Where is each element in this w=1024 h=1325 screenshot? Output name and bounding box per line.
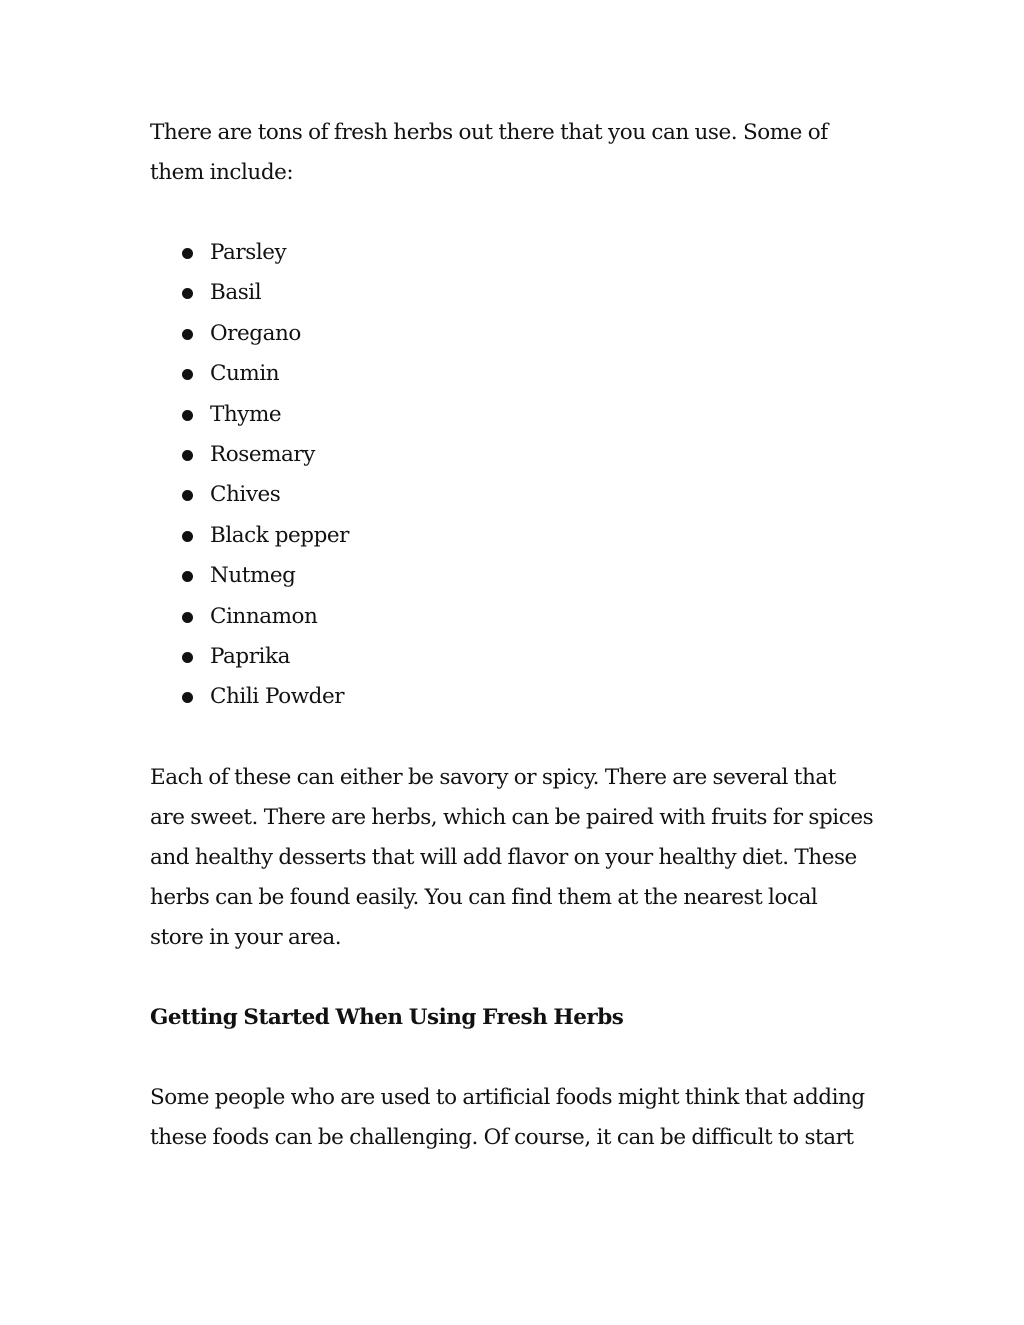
bullet-icon (182, 410, 193, 421)
herb-label: Chives (210, 482, 281, 508)
bullet-icon (182, 248, 193, 259)
intro-paragraph: There are tons of fresh herbs out there that you can use. Some of them include: (150, 120, 828, 185)
list-item (150, 435, 880, 475)
herb-label: Rosemary (210, 441, 315, 467)
bullet-icon (182, 329, 193, 340)
herb-label: Cinnamon (210, 603, 318, 629)
list-item (150, 556, 880, 596)
herb-label: Thyme (210, 401, 282, 427)
herb-label: Oregano (210, 320, 301, 346)
bullet-icon (182, 571, 193, 582)
bullet-icon (182, 450, 193, 461)
bullet-icon (182, 652, 193, 663)
bullet-icon (182, 531, 193, 542)
list-item (150, 677, 880, 717)
list-item (150, 354, 880, 394)
herb-label: Basil (210, 280, 262, 306)
herb-label: Nutmeg (210, 563, 296, 589)
bullet-icon (182, 288, 193, 299)
list-item (150, 314, 880, 354)
list-item (150, 597, 880, 637)
bullet-icon (182, 692, 193, 703)
list-item (150, 395, 880, 435)
document-page (150, 113, 880, 1158)
bullet-icon (182, 612, 193, 623)
herb-label: Parsley (210, 240, 287, 265)
list-item (150, 637, 880, 677)
herb-label: Chili Powder (210, 684, 345, 710)
flavor-paragraph: Each of these can either be savory or spicy. There are several that are sweet. There are herbs, which can be paired with fruits for spices and healthy desserts that will add flavor on your healthy diet. These herbs can be found easily. You can find them at the nearest local store in your area. (150, 764, 874, 950)
herb-list (150, 233, 880, 718)
list-item (150, 233, 880, 273)
list-item (150, 273, 880, 313)
section-heading: Getting Started When Using Fresh Herbs (150, 1004, 624, 1030)
herb-label: Paprika (210, 643, 290, 669)
herb-label: Black pepper (210, 522, 350, 548)
bullet-icon (182, 369, 193, 380)
section-paragraph: Some people who are used to artificial foods might think that adding these foods can be challenging. Of course, it can be difficult to start (150, 1084, 865, 1150)
bullet-icon (182, 490, 193, 501)
herb-label: Cumin (210, 361, 280, 387)
list-item (150, 516, 880, 556)
list-item (150, 475, 880, 515)
